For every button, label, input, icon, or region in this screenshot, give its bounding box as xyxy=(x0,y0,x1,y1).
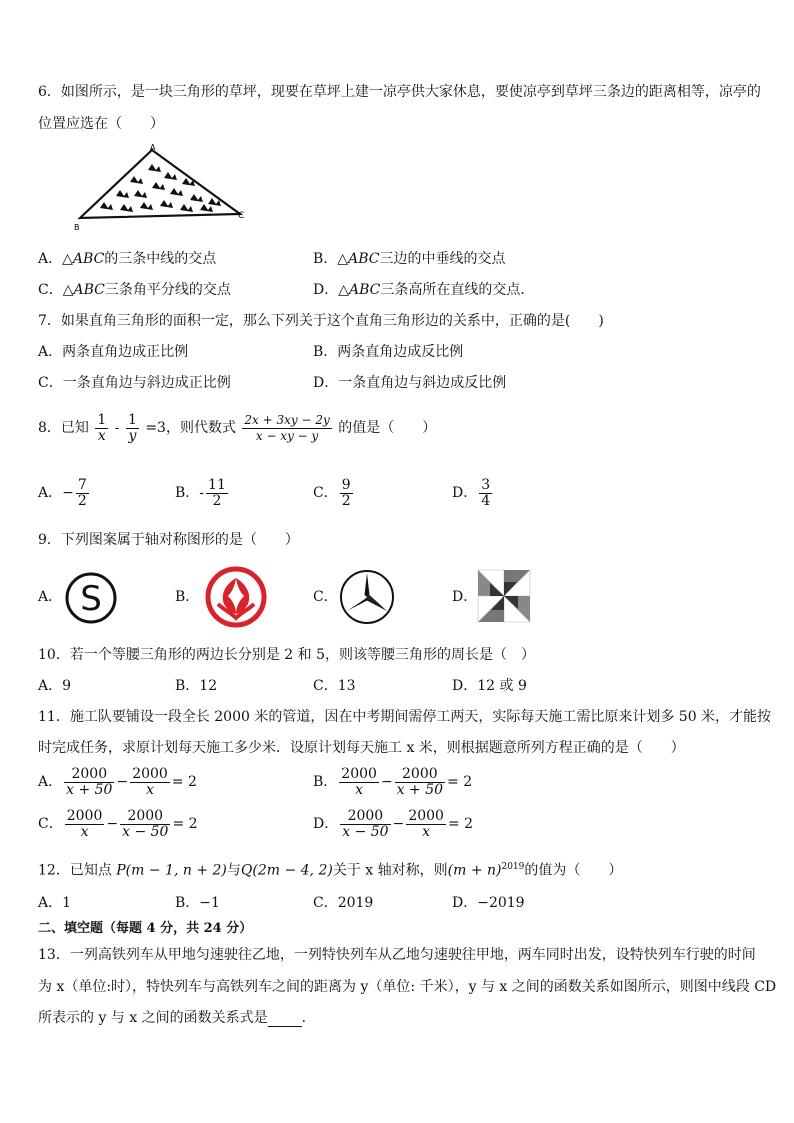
q7-option-a[interactable]: A．两条直角边成正比例 xyxy=(38,344,189,360)
q8-option-a[interactable]: A．− $\frac{7}{2}$ xyxy=(38,476,87,509)
q6-option-d[interactable]: D．△ABC三条高所在直线的交点. xyxy=(313,282,525,298)
q8-fraction-1-over-x: $\frac{1}{x}$ xyxy=(97,411,107,444)
q6-triangle-lawn-figure xyxy=(72,142,252,234)
q11-option-b[interactable]: B． $\frac{2000}{x}$ − $\frac{2000}{x + 50}$ = 2 xyxy=(313,765,473,798)
q6-option-b[interactable]: B．△ABC三边的中垂线的交点 xyxy=(313,251,506,267)
q8-fraction-1-over-y: $\frac{1}{y}$ xyxy=(127,411,137,444)
section-2-heading: 二、填空题（每题 4 分，共 24 分） xyxy=(38,921,253,936)
q6-option-c[interactable]: C．△ABC三条角平分线的交点 xyxy=(38,282,231,298)
q9-option-d-label[interactable]: D． xyxy=(452,589,478,605)
q12-option-b[interactable]: B．−1 xyxy=(175,895,220,911)
svg-text:S: S xyxy=(80,579,102,619)
q6-option-a[interactable]: A．△ABC的三条中线的交点 xyxy=(38,251,217,267)
q9-option-a-label[interactable]: A． xyxy=(38,589,63,605)
q13-stem-line1: 13．一列高铁列车从甲地匀速驶往乙地，一列特快列车从乙地匀速驶往甲地，两车同时出发，设特快列车行驶的时间 xyxy=(38,947,756,963)
q7-option-d[interactable]: D．一条直角边与斜边成反比例 xyxy=(313,375,507,391)
vertex-c-label: C xyxy=(238,211,245,221)
q9-option-b-dongfeng-logo-icon[interactable] xyxy=(204,566,268,628)
q11-option-d[interactable]: D． $\frac{2000}{x - 50}$ − $\frac{2000}{x}$ = 2 xyxy=(313,807,474,840)
q12-option-d[interactable]: D．−2019 xyxy=(452,895,525,911)
q12-option-a[interactable]: A．1 xyxy=(38,895,72,911)
q6-stem-line1: 6．如图所示，是一块三角形的草坪，现要在草坪上建一凉亭供大家休息，要使凉亭到草坪三条边的距离相等，凉亭的 xyxy=(38,84,761,100)
q8-option-c[interactable]: C． $\frac{9}{2}$ xyxy=(313,476,351,509)
q11-stem-line1: 11．施工队要铺设一段全长 2000 米的管道，因在中考期间需停工两天，实际每天施工需比原来计划多 50 米，才能按 xyxy=(38,709,772,725)
q12-stem: 12．已知点 P(m − 1, n + 2)与Q(2m − 4, 2)关于 x 轴对称，则$(m + n)^{2019}$的值为（ ） xyxy=(38,862,623,879)
q10-option-a[interactable]: A．9 xyxy=(38,678,72,694)
q10-option-b[interactable]: B．12 xyxy=(175,678,218,694)
q7-stem: 7．如果直角三角形的面积一定，那么下列关于这个直角三角形边的关系中，正确的是( ) xyxy=(38,313,604,329)
q9-option-a-s-circle-icon[interactable] xyxy=(62,570,120,626)
q10-option-c[interactable]: C．13 xyxy=(313,678,356,694)
q12-option-c[interactable]: C．2019 xyxy=(313,895,374,911)
q9-option-c-label[interactable]: C． xyxy=(313,589,338,605)
vertex-b-label: B xyxy=(74,223,80,232)
q6-stem-line2: 位置应选在（ ） xyxy=(38,116,164,132)
q7-option-c[interactable]: C．一条直角边与斜边成正比例 xyxy=(38,375,231,391)
q10-option-d[interactable]: D．12 或 9 xyxy=(452,678,527,694)
q8-option-b[interactable]: B．- $\frac{11}{2}$ xyxy=(175,476,226,509)
q13-answer-blank[interactable] xyxy=(268,1012,302,1027)
q10-stem: 10．若一个等腰三角形的两边长分别是 2 和 5，则该等腰三角形的周长是（ ） xyxy=(38,647,535,663)
q9-option-d-pinwheel-icon[interactable] xyxy=(476,568,532,624)
q9-option-b-label[interactable]: B． xyxy=(175,589,200,605)
q11-stem-line2: 时完成任务，求原计划每天施工多少米．设原计划每天施工 x 米，则根据题意所列方程正确的是（ ） xyxy=(38,740,685,756)
q8-expression-fraction: $\frac{2x + 3xy - 2y}{x - xy - y}$ xyxy=(244,412,330,443)
q13-stem-line2: 为 x（单位:时），特快列车与高铁列车之间的距离为 y（单位: 千米），y 与 x 之间的函数关系如图所示，则图中线段 CD xyxy=(38,979,777,995)
q9-stem: 9．下列图案属于轴对称图形的是（ ） xyxy=(38,532,299,548)
vertex-a-label: A xyxy=(150,143,156,152)
q11-option-c[interactable]: C． $\frac{2000}{x}$ − $\frac{2000}{x - 50}$ = 2 xyxy=(38,807,198,840)
q9-option-c-three-pointed-star-icon[interactable] xyxy=(338,568,396,626)
q8-option-d[interactable]: D． $\frac{3}{4}$ xyxy=(452,476,491,509)
q7-option-b[interactable]: B．两条直角边成反比例 xyxy=(313,344,464,360)
q11-option-a[interactable]: A． $\frac{2000}{x + 50}$ − $\frac{2000}{x}$ = 2 xyxy=(38,765,197,798)
q13-stem-line3: 所表示的 y 与 x 之间的函数关系式是 ． xyxy=(38,1010,316,1026)
q8-stem: 8．已知 $\frac{1}{x}$ - $\frac{1}{y}$ =3，则代数式 $\frac{2x + 3xy - 2y}{x - xy - y}$ 的值是（ ） xyxy=(38,411,437,444)
